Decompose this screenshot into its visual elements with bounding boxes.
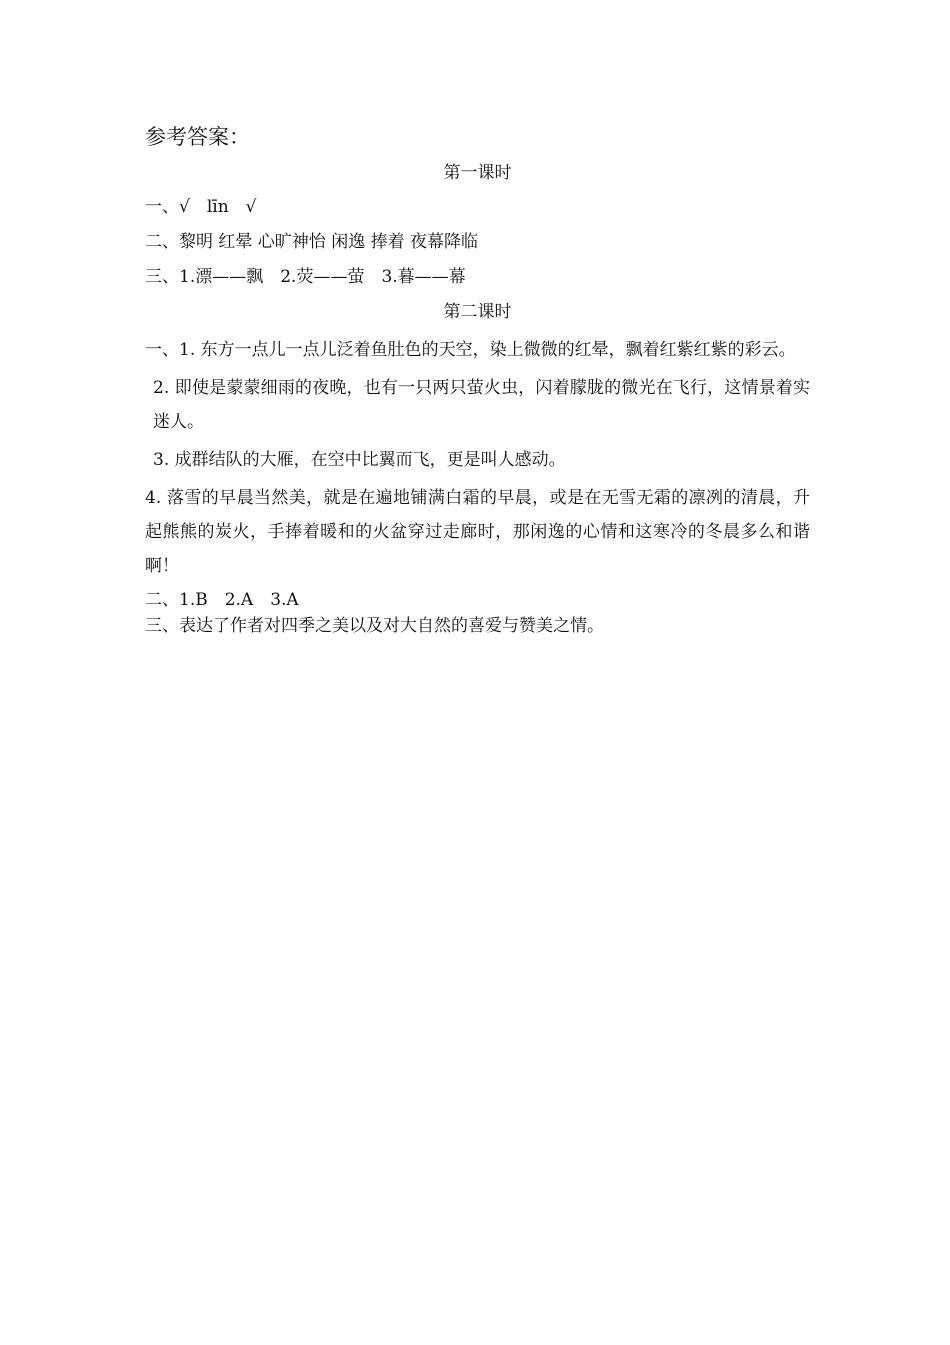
answer-content xyxy=(145,160,810,648)
lesson1-answer-2: 二、黎明 红晕 心旷神怡 闲逸 捧着 夜幕降临 xyxy=(145,232,479,252)
lesson1-answer-1: 一、√ līn √ xyxy=(145,197,257,217)
lesson2-title: 第二课时 xyxy=(443,302,512,322)
lesson2-answer-1-1: 一、1. 东方一点儿一点儿泛着鱼肚色的天空，染上微微的红晕，飘着红紫红紫的彩云。 xyxy=(145,340,796,360)
lesson2-answer-2: 二、1.B 2.A 3.A xyxy=(145,590,299,610)
lesson1-answer-3: 三、1.漂——飘 2.荧——萤 3.暮——幕 xyxy=(145,267,466,287)
lesson1-title: 第一课时 xyxy=(443,163,512,183)
lesson2-answer-1-3: 3. 成群结队的大雁，在空中比翼而飞，更是叫人感动。 xyxy=(153,450,566,470)
lesson2-answer-1-4: 4. 落雪的早晨当然美，就是在遍地铺满白霜的早晨，或是在无雪无霜的凛冽的清晨，升起熊熊的炭火，手捧着暖和的火盆穿过走廊时，那闲逸的心情和这寒冷的冬晨多么和谐啊！ xyxy=(145,488,810,576)
lesson2-answer-3: 三、表达了作者对四季之美以及对大自然的喜爱与赞美之情。 xyxy=(145,616,604,636)
page-heading: 参考答案： xyxy=(145,125,250,149)
lesson2-answer-1-2: 2. 即使是蒙蒙细雨的夜晚，也有一只两只萤火虫，闪着朦胧的微光在飞行，这情景着实迷人。 xyxy=(153,378,810,432)
